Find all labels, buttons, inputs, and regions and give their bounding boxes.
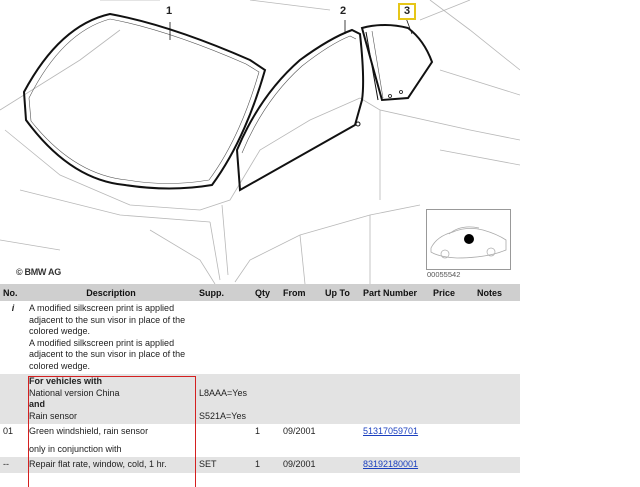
condition-codes bbox=[196, 374, 280, 424]
part-no: 01 bbox=[0, 424, 26, 457]
part-number-link[interactable]: 83192180001 bbox=[363, 459, 419, 469]
part-upto bbox=[322, 424, 360, 457]
col-upto: Up To bbox=[322, 284, 360, 301]
part-description-text: Green windshield, rain sensor bbox=[29, 426, 149, 436]
col-description: Description bbox=[26, 284, 196, 301]
col-price: Price bbox=[430, 284, 474, 301]
info-icon: i bbox=[0, 301, 26, 374]
part-supp bbox=[196, 424, 252, 457]
part-supp: SET bbox=[196, 457, 252, 473]
condition-row bbox=[0, 374, 520, 424]
condition-2: Rain sensor bbox=[29, 410, 78, 421]
part-number-link[interactable]: 51317059701 bbox=[363, 426, 419, 436]
col-no: No. bbox=[0, 284, 26, 301]
table-row bbox=[0, 424, 520, 457]
callout-1[interactable]: 1 bbox=[166, 5, 173, 17]
info-row bbox=[0, 301, 520, 374]
part-description: Repair flat rate, window, cold, 1 hr. bbox=[26, 457, 196, 473]
part-notes bbox=[474, 457, 520, 473]
condition-and: and bbox=[29, 399, 46, 409]
part-description bbox=[26, 424, 196, 457]
part-qty: 1 bbox=[252, 424, 280, 457]
condition-title: For vehicles with bbox=[29, 376, 103, 386]
col-qty: Qty bbox=[252, 284, 280, 301]
condition-text bbox=[26, 374, 196, 424]
condition-1: National version China bbox=[29, 387, 120, 398]
part-from: 09/2001 bbox=[280, 424, 322, 457]
col-notes: Notes bbox=[474, 284, 520, 301]
info-text bbox=[26, 301, 196, 374]
part-no: -- bbox=[0, 457, 26, 473]
part-note: only in conjunction with bbox=[29, 443, 122, 454]
copyright-label: © BMW AG bbox=[16, 267, 61, 277]
car-thumbnail bbox=[426, 209, 511, 270]
condition-code-1: L8AAA=Yes bbox=[199, 387, 247, 398]
part-price bbox=[430, 424, 474, 457]
part-upto bbox=[322, 457, 360, 473]
table-row bbox=[0, 457, 520, 473]
parts-table bbox=[0, 284, 520, 473]
col-part-number: Part Number bbox=[360, 284, 430, 301]
condition-code-2: S521A=Yes bbox=[199, 410, 246, 421]
col-supp: Supp. bbox=[196, 284, 252, 301]
info-line-1: A modified silkscreen print is applied adjacent to the sun visor in place of the colored wedge. bbox=[29, 303, 186, 336]
part-qty: 1 bbox=[252, 457, 280, 473]
part-from: 09/2001 bbox=[280, 457, 322, 473]
part-price bbox=[430, 457, 474, 473]
parts-diagram bbox=[0, 0, 520, 284]
info-line-2: A modified silkscreen print is applied adjacent to the sun visor in place of the colored wedge. bbox=[29, 337, 186, 371]
image-id-label: 00055542 bbox=[427, 270, 461, 279]
part-notes bbox=[474, 424, 520, 457]
callout-3[interactable]: 3 bbox=[398, 3, 416, 20]
table-header-row bbox=[0, 284, 520, 301]
callout-2[interactable]: 2 bbox=[340, 5, 347, 17]
col-from: From bbox=[280, 284, 322, 301]
